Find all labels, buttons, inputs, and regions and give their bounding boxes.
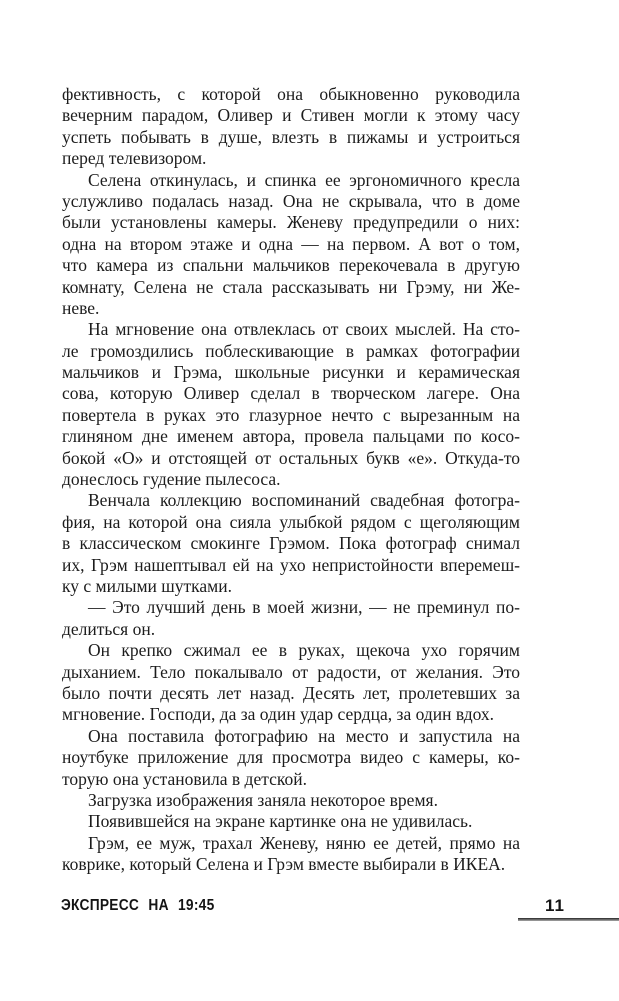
text-line: было почти десять лет назад. Десять лет, пролетевших за [62,682,520,703]
text-line: фия, на которой она сияла улыбкой рядом с щеголяющим [62,511,520,532]
text-line: Он крепко сжимал ее в руках, щекоча ухо горячим [88,640,520,661]
text-line: делиться он. [62,618,156,639]
text-line: донеслось гудение пылесоса. [62,469,281,490]
text-line: в классическом смокинге Грэмом. Пока фотограф снимал [62,533,520,554]
text-line: коврике, который Селена и Грэм вместе выбирали в ИКЕА. [62,854,506,875]
text-line: ноутбуке приложение для просмотра видео с камеры, ко- [62,747,520,768]
body-text [62,84,520,875]
text-line: сова, которую Оливер сделал в творческом лагере. Она [62,383,520,404]
text-line: Она поставила фотографию на место и запустила на [88,725,520,746]
text-line: — Это лучший день в моей жизни, — не преминул по- [88,597,520,618]
text-line: мгновение. Господи, да за один удар сердца, за один вдох. [62,704,495,725]
text-line: одна на втором этаже и одна — на первом. А вот о том, [62,233,520,254]
text-line: неве. [62,297,100,318]
text-line: ле громоздились поблескивающие в рамках фотографии [62,340,520,361]
text-line: ку с милыми шутками. [62,575,232,596]
running-title: ЭКСПРЕСС НА 19:45 [61,897,215,914]
text-line: торую она установила в детской. [62,768,307,789]
text-line: Появившейся на экране картинке она не удивилась. [88,811,473,832]
text-line: что камера из спальни мальчиков перекочевала в другую [62,255,520,276]
text-line: услужливо подалась назад. Она не скрывала, что в доме [62,190,520,211]
text-line: дыханием. Тело покалывало от радости, от желания. Это [62,661,520,682]
page-number: 11 [545,896,565,915]
text-line: глиняном дне именем автора, провела пальцами по косо- [62,426,520,447]
text-line: Грэм, ее муж, трахал Женеву, няню ее детей, прямо на [88,832,520,853]
page-number-rule [518,918,619,921]
text-line: Загрузка изображения заняла некоторое время. [88,789,438,810]
text-line: На мгновение она отвлеклась от своих мыслей. На сто- [88,319,520,340]
text-line: их, Грэм нашептывал ей на ухо непристойности вперемеш- [62,554,520,575]
text-line: мальчиков и Грэма, школьные рисунки и керамическая [62,362,520,383]
text-line: Селена откинулась, и спинка ее эргономичного кресла [88,169,520,190]
text-line: вечерним парадом, Оливер и Стивен могли к этому часу [62,105,520,126]
text-line: были установлены камеры. Женеву предупредили о них: [62,212,520,233]
text-line: успеть побывать в душе, влезть в пижамы и устроиться [62,126,520,147]
text-line: перед телевизором. [62,148,207,169]
text-line: бокой «О» и отстоящей от остальных букв «е». Откуда-то [62,447,520,468]
text-line: фективность, с которой она обыкновенно руководила [62,84,520,104]
text-line: комнату, Селена не стала рассказывать ни Грэму, ни Же- [62,276,520,297]
text-line: повертела в руках это глазурное нечто с вырезанным на [62,404,520,425]
text-line: Венчала коллекцию воспоминаний свадебная фотогра- [88,490,520,511]
